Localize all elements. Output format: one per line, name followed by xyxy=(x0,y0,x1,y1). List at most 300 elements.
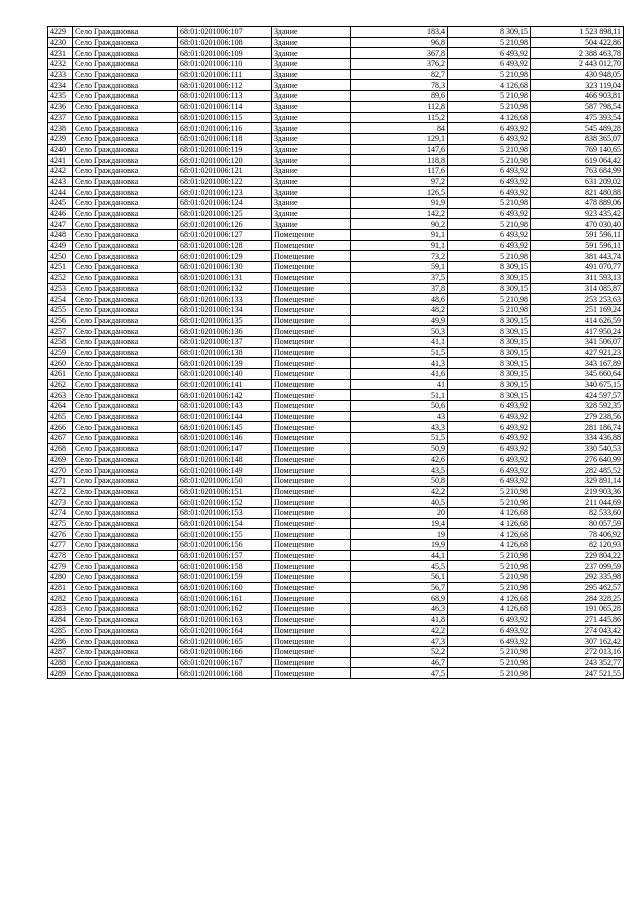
row-number-cell: 4283 xyxy=(48,604,73,615)
specific-value-cell: 8 309,15 xyxy=(448,326,531,337)
locality-cell: Село Граждановка xyxy=(73,304,178,315)
specific-value-cell: 6 493,92 xyxy=(448,48,531,59)
row-number-cell: 4286 xyxy=(48,636,73,647)
locality-cell: Село Граждановка xyxy=(73,347,178,358)
cadastral-number-cell: 68:01:0201006:131 xyxy=(178,272,272,283)
specific-value-cell: 5 210,98 xyxy=(448,198,531,209)
area-cell: 46,3 xyxy=(351,604,448,615)
object-type-cell: Здание xyxy=(272,101,351,112)
table-row xyxy=(48,198,624,209)
specific-value-cell: 6 493,92 xyxy=(448,176,531,187)
table-row xyxy=(48,347,624,358)
table-row xyxy=(48,219,624,230)
cadastral-number-cell: 68:01:0201006:161 xyxy=(178,593,272,604)
area-cell: 41,8 xyxy=(351,614,448,625)
area-cell: 90,2 xyxy=(351,219,448,230)
specific-value-cell: 6 493,92 xyxy=(448,187,531,198)
table-row xyxy=(48,69,624,80)
object-type-cell: Здание xyxy=(272,155,351,166)
locality-cell: Село Граждановка xyxy=(73,37,178,48)
table-row xyxy=(48,262,624,273)
row-number-cell: 4241 xyxy=(48,155,73,166)
cadastral-number-cell: 68:01:0201006:137 xyxy=(178,336,272,347)
specific-value-cell: 4 126,68 xyxy=(448,529,531,540)
cadastral-value-cell: 587 798,54 xyxy=(531,101,624,112)
cadastral-number-cell: 68:01:0201006:152 xyxy=(178,497,272,508)
locality-cell: Село Граждановка xyxy=(73,636,178,647)
cadastral-value-cell: 491 070,77 xyxy=(531,262,624,273)
object-type-cell: Помещение xyxy=(272,475,351,486)
cadastral-value-cell: 219 903,36 xyxy=(531,486,624,497)
specific-value-cell: 5 210,98 xyxy=(448,668,531,679)
cadastral-number-cell: 68:01:0201006:123 xyxy=(178,187,272,198)
row-number-cell: 4235 xyxy=(48,91,73,102)
table-row xyxy=(48,37,624,48)
specific-value-cell: 5 210,98 xyxy=(448,657,531,668)
specific-value-cell: 4 126,68 xyxy=(448,540,531,551)
row-number-cell: 4263 xyxy=(48,390,73,401)
specific-value-cell: 5 210,98 xyxy=(448,69,531,80)
area-cell: 43,3 xyxy=(351,422,448,433)
cadastral-value-cell: 470 030,40 xyxy=(531,219,624,230)
cadastral-number-cell: 68:01:0201006:143 xyxy=(178,401,272,412)
cadastral-value-cell: 430 948,05 xyxy=(531,69,624,80)
cadastral-value-cell: 229 804,22 xyxy=(531,550,624,561)
cadastral-value-cell: 328 592,35 xyxy=(531,401,624,412)
table-row xyxy=(48,518,624,529)
table-row xyxy=(48,636,624,647)
row-number-cell: 4256 xyxy=(48,315,73,326)
object-type-cell: Здание xyxy=(272,208,351,219)
locality-cell: Село Граждановка xyxy=(73,540,178,551)
table-row xyxy=(48,443,624,454)
locality-cell: Село Граждановка xyxy=(73,251,178,262)
table-row xyxy=(48,283,624,294)
locality-cell: Село Граждановка xyxy=(73,80,178,91)
object-type-cell: Помещение xyxy=(272,572,351,583)
object-type-cell: Помещение xyxy=(272,294,351,305)
area-cell: 42,2 xyxy=(351,486,448,497)
locality-cell: Село Граждановка xyxy=(73,123,178,134)
cadastral-number-cell: 68:01:0201006:115 xyxy=(178,112,272,123)
cadastral-value-cell: 475 393,54 xyxy=(531,112,624,123)
object-type-cell: Помещение xyxy=(272,657,351,668)
row-number-cell: 4230 xyxy=(48,37,73,48)
cadastral-value-cell: 80 057,59 xyxy=(531,518,624,529)
object-type-cell: Помещение xyxy=(272,497,351,508)
area-cell: 51,5 xyxy=(351,433,448,444)
specific-value-cell: 6 493,92 xyxy=(448,411,531,422)
area-cell: 376,2 xyxy=(351,59,448,70)
object-type-cell: Помещение xyxy=(272,326,351,337)
object-type-cell: Помещение xyxy=(272,443,351,454)
cadastral-value-cell: 1 523 898,11 xyxy=(531,27,624,38)
cadastral-number-cell: 68:01:0201006:164 xyxy=(178,625,272,636)
row-number-cell: 4253 xyxy=(48,283,73,294)
locality-cell: Село Граждановка xyxy=(73,27,178,38)
object-type-cell: Здание xyxy=(272,37,351,48)
table-row xyxy=(48,668,624,679)
cadastral-number-cell: 68:01:0201006:149 xyxy=(178,465,272,476)
area-cell: 51,1 xyxy=(351,390,448,401)
cadastral-number-cell: 68:01:0201006:114 xyxy=(178,101,272,112)
table-row xyxy=(48,572,624,583)
area-cell: 51,5 xyxy=(351,347,448,358)
cadastral-number-cell: 68:01:0201006:151 xyxy=(178,486,272,497)
specific-value-cell: 6 493,92 xyxy=(448,614,531,625)
row-number-cell: 4269 xyxy=(48,454,73,465)
row-number-cell: 4246 xyxy=(48,208,73,219)
area-cell: 97,2 xyxy=(351,176,448,187)
specific-value-cell: 5 210,98 xyxy=(448,561,531,572)
row-number-cell: 4237 xyxy=(48,112,73,123)
table-row xyxy=(48,390,624,401)
object-type-cell: Помещение xyxy=(272,614,351,625)
cadastral-value-cell: 631 209,02 xyxy=(531,176,624,187)
cadastral-value-cell: 343 167,89 xyxy=(531,358,624,369)
row-number-cell: 4271 xyxy=(48,475,73,486)
locality-cell: Село Граждановка xyxy=(73,475,178,486)
specific-value-cell: 5 210,98 xyxy=(448,572,531,583)
cadastral-value-cell: 414 626,59 xyxy=(531,315,624,326)
row-number-cell: 4233 xyxy=(48,69,73,80)
object-type-cell: Помещение xyxy=(272,422,351,433)
row-number-cell: 4231 xyxy=(48,48,73,59)
specific-value-cell: 8 309,15 xyxy=(448,27,531,38)
area-cell: 52,2 xyxy=(351,646,448,657)
row-number-cell: 4266 xyxy=(48,422,73,433)
row-number-cell: 4265 xyxy=(48,411,73,422)
table-row xyxy=(48,646,624,657)
cadastral-value-cell: 591 596,11 xyxy=(531,230,624,241)
area-cell: 91,9 xyxy=(351,198,448,209)
object-type-cell: Помещение xyxy=(272,379,351,390)
area-cell: 42,6 xyxy=(351,454,448,465)
table-row xyxy=(48,187,624,198)
specific-value-cell: 6 493,92 xyxy=(448,625,531,636)
locality-cell: Село Граждановка xyxy=(73,112,178,123)
row-number-cell: 4258 xyxy=(48,336,73,347)
locality-cell: Село Граждановка xyxy=(73,165,178,176)
specific-value-cell: 6 493,92 xyxy=(448,433,531,444)
row-number-cell: 4245 xyxy=(48,198,73,209)
table-row xyxy=(48,294,624,305)
area-cell: 56,7 xyxy=(351,582,448,593)
table-row xyxy=(48,304,624,315)
locality-cell: Село Граждановка xyxy=(73,433,178,444)
cadastral-number-cell: 68:01:0201006:168 xyxy=(178,668,272,679)
table-row xyxy=(48,379,624,390)
table-row xyxy=(48,561,624,572)
locality-cell: Село Граждановка xyxy=(73,283,178,294)
cadastral-number-cell: 68:01:0201006:113 xyxy=(178,91,272,102)
cadastral-value-cell: 381 443,74 xyxy=(531,251,624,262)
row-number-cell: 4285 xyxy=(48,625,73,636)
area-cell: 50,8 xyxy=(351,475,448,486)
object-type-cell: Здание xyxy=(272,27,351,38)
specific-value-cell: 6 493,92 xyxy=(448,636,531,647)
cadastral-value-cell: 279 238,56 xyxy=(531,411,624,422)
row-number-cell: 4242 xyxy=(48,165,73,176)
specific-value-cell: 6 493,92 xyxy=(448,465,531,476)
cadastral-number-cell: 68:01:0201006:144 xyxy=(178,411,272,422)
specific-value-cell: 6 493,92 xyxy=(448,240,531,251)
locality-cell: Село Граждановка xyxy=(73,230,178,241)
table-row xyxy=(48,112,624,123)
object-type-cell: Помещение xyxy=(272,593,351,604)
row-number-cell: 4232 xyxy=(48,59,73,70)
cadastral-number-cell: 68:01:0201006:108 xyxy=(178,37,272,48)
row-number-cell: 4243 xyxy=(48,176,73,187)
object-type-cell: Здание xyxy=(272,133,351,144)
locality-cell: Село Граждановка xyxy=(73,262,178,273)
area-cell: 50,6 xyxy=(351,401,448,412)
specific-value-cell: 4 126,68 xyxy=(448,507,531,518)
object-type-cell: Помещение xyxy=(272,390,351,401)
locality-cell: Село Граждановка xyxy=(73,240,178,251)
area-cell: 47,5 xyxy=(351,668,448,679)
object-type-cell: Помещение xyxy=(272,668,351,679)
table-row xyxy=(48,208,624,219)
specific-value-cell: 5 210,98 xyxy=(448,144,531,155)
object-type-cell: Помещение xyxy=(272,262,351,273)
locality-cell: Село Граждановка xyxy=(73,69,178,80)
cadastral-value-cell: 478 889,06 xyxy=(531,198,624,209)
table-row xyxy=(48,540,624,551)
cadastral-value-cell: 295 462,57 xyxy=(531,582,624,593)
area-cell: 89,6 xyxy=(351,91,448,102)
table-row xyxy=(48,326,624,337)
area-cell: 41,1 xyxy=(351,336,448,347)
object-type-cell: Помещение xyxy=(272,283,351,294)
table-row xyxy=(48,101,624,112)
locality-cell: Село Граждановка xyxy=(73,422,178,433)
cadastral-number-cell: 68:01:0201006:160 xyxy=(178,582,272,593)
cadastral-value-cell: 763 684,99 xyxy=(531,165,624,176)
cadastral-value-cell: 271 445,86 xyxy=(531,614,624,625)
object-type-cell: Помещение xyxy=(272,251,351,262)
locality-cell: Село Граждановка xyxy=(73,668,178,679)
table-row xyxy=(48,486,624,497)
area-cell: 91,1 xyxy=(351,230,448,241)
locality-cell: Село Граждановка xyxy=(73,465,178,476)
cadastral-value-cell: 427 921,23 xyxy=(531,347,624,358)
row-number-cell: 4284 xyxy=(48,614,73,625)
cadastral-number-cell: 68:01:0201006:138 xyxy=(178,347,272,358)
cadastral-number-cell: 68:01:0201006:119 xyxy=(178,144,272,155)
cadastral-number-cell: 68:01:0201006:159 xyxy=(178,572,272,583)
specific-value-cell: 4 126,68 xyxy=(448,80,531,91)
row-number-cell: 4267 xyxy=(48,433,73,444)
cadastral-number-cell: 68:01:0201006:116 xyxy=(178,123,272,134)
area-cell: 48,2 xyxy=(351,304,448,315)
locality-cell: Село Граждановка xyxy=(73,101,178,112)
locality-cell: Село Граждановка xyxy=(73,604,178,615)
area-cell: 37,8 xyxy=(351,283,448,294)
locality-cell: Село Граждановка xyxy=(73,315,178,326)
cadastral-number-cell: 68:01:0201006:135 xyxy=(178,315,272,326)
specific-value-cell: 6 493,92 xyxy=(448,59,531,70)
locality-cell: Село Граждановка xyxy=(73,369,178,380)
cadastral-number-cell: 68:01:0201006:130 xyxy=(178,262,272,273)
row-number-cell: 4252 xyxy=(48,272,73,283)
table-row xyxy=(48,80,624,91)
area-cell: 45,5 xyxy=(351,561,448,572)
specific-value-cell: 8 309,15 xyxy=(448,262,531,273)
object-type-cell: Здание xyxy=(272,198,351,209)
table-row xyxy=(48,657,624,668)
locality-cell: Село Граждановка xyxy=(73,272,178,283)
specific-value-cell: 5 210,98 xyxy=(448,37,531,48)
cadastral-value-cell: 2 443 012,70 xyxy=(531,59,624,70)
row-number-cell: 4272 xyxy=(48,486,73,497)
cadastral-number-cell: 68:01:0201006:166 xyxy=(178,646,272,657)
row-number-cell: 4287 xyxy=(48,646,73,657)
specific-value-cell: 6 493,92 xyxy=(448,165,531,176)
area-cell: 49,9 xyxy=(351,315,448,326)
cadastral-number-cell: 68:01:0201006:132 xyxy=(178,283,272,294)
area-cell: 115,2 xyxy=(351,112,448,123)
area-cell: 84 xyxy=(351,123,448,134)
area-cell: 41 xyxy=(351,379,448,390)
locality-cell: Село Граждановка xyxy=(73,358,178,369)
table-row xyxy=(48,315,624,326)
locality-cell: Село Граждановка xyxy=(73,657,178,668)
object-type-cell: Помещение xyxy=(272,625,351,636)
table-row xyxy=(48,401,624,412)
locality-cell: Село Граждановка xyxy=(73,625,178,636)
cadastral-value-cell: 82 533,60 xyxy=(531,507,624,518)
row-number-cell: 4282 xyxy=(48,593,73,604)
row-number-cell: 4248 xyxy=(48,230,73,241)
area-cell: 147,6 xyxy=(351,144,448,155)
object-type-cell: Здание xyxy=(272,69,351,80)
locality-cell: Село Граждановка xyxy=(73,454,178,465)
cadastral-value-cell: 282 485,52 xyxy=(531,465,624,476)
locality-cell: Село Граждановка xyxy=(73,518,178,529)
specific-value-cell: 8 309,15 xyxy=(448,379,531,390)
area-cell: 59,1 xyxy=(351,262,448,273)
locality-cell: Село Граждановка xyxy=(73,176,178,187)
specific-value-cell: 5 210,98 xyxy=(448,251,531,262)
specific-value-cell: 4 126,68 xyxy=(448,593,531,604)
locality-cell: Село Граждановка xyxy=(73,144,178,155)
cadastral-number-cell: 68:01:0201006:154 xyxy=(178,518,272,529)
object-type-cell: Помещение xyxy=(272,230,351,241)
cadastral-value-cell: 284 328,25 xyxy=(531,593,624,604)
cadastral-value-table xyxy=(47,26,624,679)
area-cell: 73,2 xyxy=(351,251,448,262)
area-cell: 117,6 xyxy=(351,165,448,176)
specific-value-cell: 8 309,15 xyxy=(448,358,531,369)
table-row xyxy=(48,475,624,486)
cadastral-value-cell: 237 099,59 xyxy=(531,561,624,572)
row-number-cell: 4261 xyxy=(48,369,73,380)
table-row xyxy=(48,593,624,604)
object-type-cell: Здание xyxy=(272,48,351,59)
locality-cell: Село Граждановка xyxy=(73,208,178,219)
row-number-cell: 4236 xyxy=(48,101,73,112)
locality-cell: Село Граждановка xyxy=(73,486,178,497)
cadastral-value-cell: 281 186,74 xyxy=(531,422,624,433)
cadastral-number-cell: 68:01:0201006:158 xyxy=(178,561,272,572)
cadastral-value-cell: 619 064,42 xyxy=(531,155,624,166)
specific-value-cell: 5 210,98 xyxy=(448,486,531,497)
locality-cell: Село Граждановка xyxy=(73,572,178,583)
row-number-cell: 4277 xyxy=(48,540,73,551)
locality-cell: Село Граждановка xyxy=(73,411,178,422)
row-number-cell: 4276 xyxy=(48,529,73,540)
object-type-cell: Здание xyxy=(272,144,351,155)
locality-cell: Село Граждановка xyxy=(73,133,178,144)
cadastral-value-cell: 292 335,98 xyxy=(531,572,624,583)
cadastral-value-cell: 345 660,64 xyxy=(531,369,624,380)
specific-value-cell: 6 493,92 xyxy=(448,454,531,465)
table-row xyxy=(48,251,624,262)
cadastral-number-cell: 68:01:0201006:121 xyxy=(178,165,272,176)
locality-cell: Село Граждановка xyxy=(73,646,178,657)
locality-cell: Село Граждановка xyxy=(73,91,178,102)
locality-cell: Село Граждановка xyxy=(73,507,178,518)
table-row xyxy=(48,240,624,251)
table-row xyxy=(48,411,624,422)
area-cell: 91,1 xyxy=(351,240,448,251)
object-type-cell: Помещение xyxy=(272,336,351,347)
cadastral-value-cell: 330 540,53 xyxy=(531,443,624,454)
row-number-cell: 4259 xyxy=(48,347,73,358)
row-number-cell: 4239 xyxy=(48,133,73,144)
cadastral-number-cell: 68:01:0201006:150 xyxy=(178,475,272,486)
table-row xyxy=(48,176,624,187)
object-type-cell: Здание xyxy=(272,176,351,187)
cadastral-value-cell: 274 043,42 xyxy=(531,625,624,636)
area-cell: 41,3 xyxy=(351,358,448,369)
cadastral-number-cell: 68:01:0201006:110 xyxy=(178,59,272,70)
cadastral-value-cell: 191 065,28 xyxy=(531,604,624,615)
specific-value-cell: 6 493,92 xyxy=(448,401,531,412)
area-cell: 68,9 xyxy=(351,593,448,604)
area-cell: 44,1 xyxy=(351,550,448,561)
cadastral-value-cell: 923 435,42 xyxy=(531,208,624,219)
cadastral-value-cell: 341 506,07 xyxy=(531,336,624,347)
object-type-cell: Помещение xyxy=(272,465,351,476)
cadastral-value-cell: 334 436,88 xyxy=(531,433,624,444)
specific-value-cell: 6 493,92 xyxy=(448,443,531,454)
specific-value-cell: 4 126,68 xyxy=(448,518,531,529)
row-number-cell: 4268 xyxy=(48,443,73,454)
specific-value-cell: 5 210,98 xyxy=(448,582,531,593)
cadastral-value-cell: 417 950,24 xyxy=(531,326,624,337)
area-cell: 47,3 xyxy=(351,636,448,647)
table-row xyxy=(48,27,624,38)
table-row xyxy=(48,604,624,615)
object-type-cell: Помещение xyxy=(272,550,351,561)
table-row xyxy=(48,497,624,508)
area-cell: 46,7 xyxy=(351,657,448,668)
table-row xyxy=(48,48,624,59)
table-row xyxy=(48,59,624,70)
table-row xyxy=(48,454,624,465)
specific-value-cell: 4 126,68 xyxy=(448,604,531,615)
object-type-cell: Помещение xyxy=(272,411,351,422)
cadastral-number-cell: 68:01:0201006:163 xyxy=(178,614,272,625)
object-type-cell: Здание xyxy=(272,165,351,176)
row-number-cell: 4264 xyxy=(48,401,73,412)
cadastral-value-cell: 769 140,65 xyxy=(531,144,624,155)
cadastral-value-cell: 247 521,55 xyxy=(531,668,624,679)
area-cell: 19 xyxy=(351,529,448,540)
area-cell: 50,3 xyxy=(351,326,448,337)
